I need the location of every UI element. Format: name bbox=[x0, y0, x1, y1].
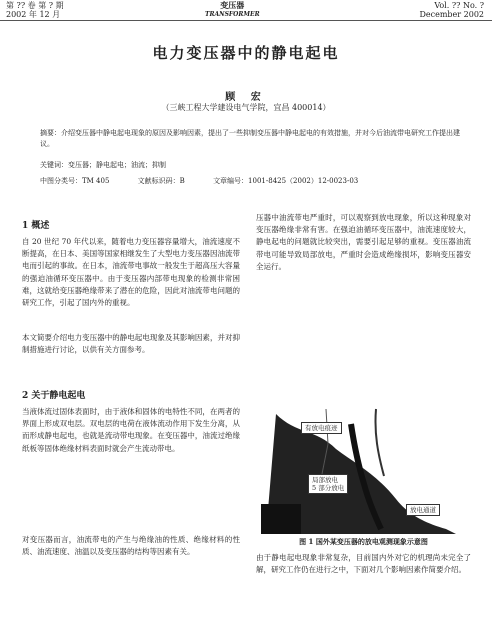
header-center bbox=[205, 1, 260, 19]
figure-1-caption: 图 1 国外某变压器的放电观测现象示意图 bbox=[299, 537, 428, 546]
header-date: 2002 年 12 月 bbox=[6, 10, 61, 19]
running-header bbox=[0, 0, 492, 20]
right-column-paragraph-1: 压器中油流带电严重时，可以观察到放电现象，所以这种现象对变压器绝缘非常有害。在强迫油循环变压器中，油流速度较大，静电起电的问题就比较突出，需要引起足够的重视。变压器油流带电可能导致局部放电，严重时会造成绝缘损坏，影响变压器安全运行。 bbox=[256, 213, 471, 271]
header-rule bbox=[0, 20, 492, 21]
figure-label-middle: 局部放电 5 部分放电 bbox=[308, 474, 348, 494]
clc-number: 中图分类号：TM 405 bbox=[40, 177, 110, 185]
document-code: 文献标识码：B bbox=[137, 177, 185, 185]
left-column-paragraph-1: 自 20 世纪 70 年代以来，随着电力变压器容量增大，油流速度不断提高，在日本、美国等国家相继发生了大型电力变压器因油流带电而引起的事故。在日本，油流带电事故一般发生于超高压大容量的强迫油循环变压器中。由于变压器内部带电现象的检测非常困难，这就给变压器绝缘带来了潜在的危险，因此对油流带电问题的研究工作，引起了国内外的重视。 bbox=[22, 237, 240, 308]
affiliation: （三峡工程大学建设电气学院，宜昌 400014） bbox=[161, 103, 331, 112]
journal-name-en: TRANSFORMER bbox=[205, 11, 260, 18]
figure-1 bbox=[256, 404, 471, 534]
article-number: 文章编号：1001-8425（2002）12-0023-03 bbox=[213, 177, 359, 185]
section-1-heading: 1 概述 bbox=[22, 221, 50, 231]
section-2-heading: 2 关于静电起电 bbox=[22, 391, 86, 401]
header-right bbox=[419, 1, 484, 19]
paper-title: 电力变压器中的静电起电 bbox=[152, 44, 340, 62]
left-column-paragraph-3: 当液体流过固体表面时，由于液体和固体的电特性不同，在两者的界面上形成双电层。双电层的电荷在液体流动作用下发生分离，从而形成静电起电，也就是流动带电现象。在变压器中，油流过绝缘纸板等固体绝缘材料表面时就会产生流动带电。 bbox=[22, 407, 240, 453]
classification bbox=[40, 176, 460, 186]
journal-name: 变压器 bbox=[220, 0, 245, 10]
header-volume-en: Vol. ?? No. ? bbox=[434, 1, 484, 10]
left-column-paragraph-4: 对变压器而言，油流带电的产生与绝缘油的性质、绝缘材料的性质、油流速度、油温以及变压器的结构等因素有关。 bbox=[22, 535, 240, 557]
keywords: 关键词：变压器；静电起电；油流；抑制 bbox=[40, 161, 166, 169]
right-column-paragraph-2: 由于静电起电现象非常复杂，目前国内外对它的机理尚未完全了解，研究工作仍在进行之中，下面对几个影响因素作简要介绍。 bbox=[256, 553, 471, 575]
abstract: 摘要：介绍变压器中静电起电现象的原因及影响因素，提出了一些抑制变压器中静电起电的有效措施，并对今后油流带电研究工作提出建议。 bbox=[40, 129, 460, 148]
left-column-paragraph-2: 本文简要介绍电力变压器中的静电起电现象及其影响因素，并对抑制措施进行讨论，以供有关方面参考。 bbox=[22, 333, 240, 355]
header-date-en: December 2002 bbox=[419, 10, 484, 19]
figure-label-top: 有放电痕迹 bbox=[301, 422, 342, 434]
header-left bbox=[6, 1, 64, 19]
figure-label-bottom: 放电通道 bbox=[406, 504, 440, 516]
header-volume: 第 ?? 卷 第 ? 期 bbox=[6, 1, 64, 10]
author: 顾 宏 bbox=[225, 92, 267, 103]
